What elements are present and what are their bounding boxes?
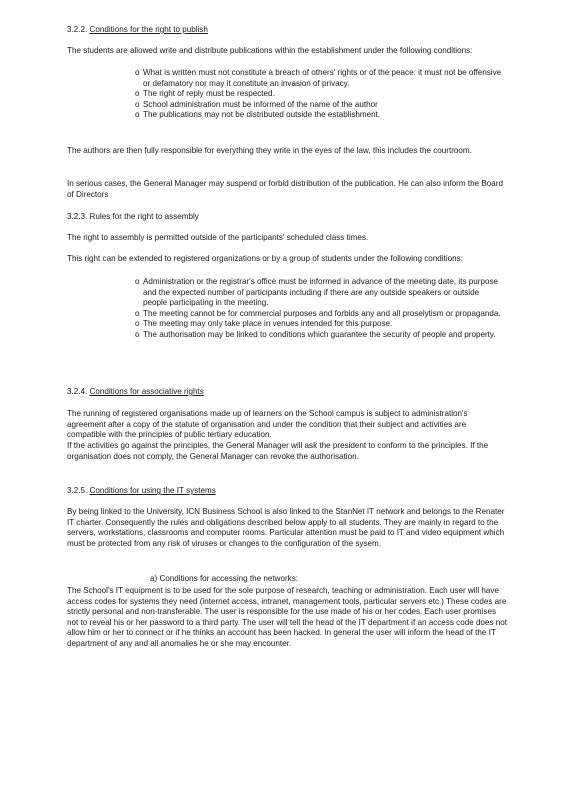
section-heading-324 [67,387,204,398]
section-title: Rules for the right to assembly [89,212,199,221]
section-title: Conditions for using the IT systems [89,486,216,495]
paragraph: The authors are then fully responsible for everything they write in the eyes of the law, this includes the courtroom. [67,146,472,155]
section-heading-323 [67,212,199,223]
section-number: 3.2.2. [67,25,88,34]
list-item: o The meeting may only take place in venues intended for this purpose. [135,319,393,329]
section-title: Conditions for associative rights [89,387,204,396]
bullet-icon: o [135,319,140,329]
section-title: Conditions for the right to publish [89,25,208,34]
list-item: o Administration or the registrar's office must be informed in advance of the meeting date, its purpose and the expected number of participants including if there are any outside speakers or outside people participating in the meeting. [135,277,499,308]
list-item: o The authorisation may be linked to conditions which guarantee the security of people and property. [135,329,496,339]
bullet-icon: o [135,110,140,120]
list-item: o What is written must not constitute a breach of others' rights or of the peace: it must not be offensive or defamatory nor may it constitute an invasion of privacy. [135,68,502,88]
section-number: 3.2.3. [67,212,88,221]
section-number: 3.2.5. [67,486,88,495]
paragraph: The students are allowed write and distribute publications within the establishment under the following conditions: [67,46,473,55]
bullet-list [135,277,505,341]
section-number: 3.2.4. [67,387,88,396]
paragraph: The running of registered organisations made up of learners on the School campus is subject to administration's agreement after a copy of the statute of organisation and under the condition that their subject and activities are compatible with the principles of public tertiary education. [67,409,468,440]
paragraph: By being linked to the University, ICN Business School is also linked to the StanNet IT network and belongs to the Renater IT charter. Consequently the rules and obligations described below apply to all students. They are mainly in regard to the servers, workstations, classrooms and computer rooms. Particular attention must be paid to IT and video equipment which must be protected from any risk of viruses or changes to the configuration of the sysem. [67,507,505,548]
paragraph: The School's IT equipment is to be used for the sole purpose of research, teaching or administration. Each user will have access codes for systems they need (internet access, intranet, management tools, particular servers etc.) These codes are strictly personal and non-transferable. The user is responsible for the use made of his or her codes. Each user promises not to reveal his or her password to a third party. The user will tell the head of the IT department if an access code does not allow him or her to connect or if he thinks an account has been hacked. In general the user will inform the head of the IT department of any and all anomalies he or she may encounter. [67,586,508,648]
bullet-icon: o [135,308,140,318]
list-item: o School administration must be informed of the name of the author [135,99,378,109]
section-heading-322 [67,25,208,36]
paragraph: In serious cases, the General Manager may suspend or forbid distribution of the publication. He can also inform the Board of Directors [67,179,503,199]
list-item: o The publications may not be distributed outside the establishment. [135,110,381,120]
list-item: o The right of reply must be respected. [135,89,275,99]
bullet-icon: o [135,329,140,339]
paragraph: If the activities go against the principles, the General Manager will ask the president to conform to the principles. If the organisation does not comply, the General Manager can revoke the authorisation. [67,441,489,461]
bullet-icon: o [135,89,140,99]
bullet-icon: o [135,99,140,109]
bullet-icon: o [135,68,140,77]
section-heading-325 [67,486,216,497]
paragraph: The right to assembly is permitted outside of the participants' scheduled class times. [67,233,369,242]
bullet-icon: o [135,277,140,286]
list-item: o The meeting cannot be for commercial purposes and forbids any and all proselytism or propaganda. [135,308,501,318]
bullet-list [135,68,505,121]
subheading: a) Conditions for accessing the networks: [150,574,299,583]
paragraph: This right can be extended to registered organizations or by a group of students under the following conditions: [67,254,463,263]
